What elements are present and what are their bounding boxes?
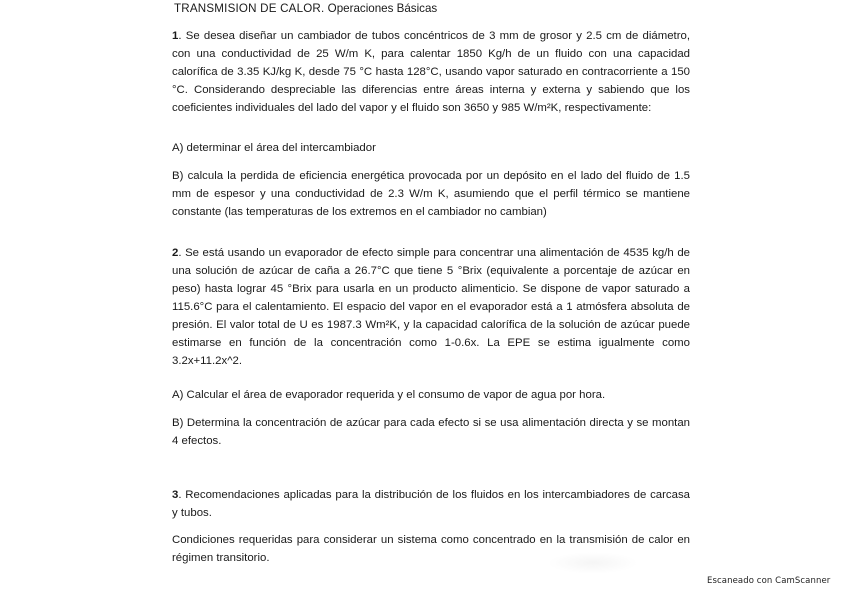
question-3-conditions-text: Condiciones requeridas para considerar un sistema como concentrado en la transmisión de calor en régimen transitorio. xyxy=(172,534,690,564)
question-2-part-b xyxy=(172,414,690,450)
document-header xyxy=(174,1,437,17)
question-1-statement xyxy=(172,27,690,117)
question-1-part-a-text: A) determinar el área del intercambiador xyxy=(172,142,376,154)
question-2 xyxy=(172,244,690,370)
question-1-part-a xyxy=(172,139,690,157)
question-2-part-b-text: B) Determina la concentración de azúcar para cada efecto si se usa alimentación directa y se montan 4 efectos. xyxy=(172,417,690,447)
question-3-statement xyxy=(172,486,690,522)
scan-smudge xyxy=(548,552,638,574)
question-2-part-a-text: A) Calcular el área de evaporador requerida y el consumo de vapor de agua por hora. xyxy=(172,389,606,401)
header-topic: Operaciones Básicas xyxy=(327,2,438,15)
question-2-number: 2 xyxy=(172,247,179,259)
question-2-part-a xyxy=(172,386,690,404)
question-1-number: 1 xyxy=(172,30,179,42)
question-2-statement xyxy=(172,244,690,370)
header-subject: TRANSMISION DE CALOR. xyxy=(174,2,325,15)
question-1-text: . Se desea diseñar un cambiador de tubos concéntricos de 3 mm de grosor y 2.5 cm de diámetro, con una conductividad de 25 W/m K, para calentar 1850 Kg/h de un fluido con una capacidad calorífica de 3.35 KJ/kg K, desde 75 °C hasta 128°C, usando vapor saturado en contracorriente a 150 °C. Considerando despreciable las diferencias entre áreas interna y externa y sabiendo que los coeficientes individuales del lado del vapor y el fluido son 3650 y 985 W/m²K, respectivamente: xyxy=(172,30,690,114)
question-1-part-b xyxy=(172,167,690,221)
question-3-text: . Recomendaciones aplicadas para la distribución de los fluidos en los intercambiadores de carcasa y tubos. xyxy=(172,489,690,519)
question-2-text: . Se está usando un evaporador de efecto simple para concentrar una alimentación de 4535 kg/h de una solución de azúcar de caña a 26.7°C que tiene 5 °Brix (equivalente a porcentaje de azúcar en peso) hasta lograr 45 °Brix para usarla en un producto alimenticio. Se dispone de vapor saturado a 115.6°C para el calentamiento. El espacio del vapor en el evaporador está a 1 atmósfera absoluta de presión. El valor total de U es 1987.3 Wm²K, y la capacidad calorífica de la solución de azúcar puede estimarse en función de la concentración como 1-0.6x. La EPE se estima igualmente como 3.2x+11.2x^2. xyxy=(172,247,690,367)
question-3-number: 3 xyxy=(172,489,179,501)
camscanner-watermark: Escaneado con CamScanner xyxy=(707,576,831,586)
question-1-part-b-text: B) calcula la perdida de eficiencia energética provocada por un depósito en el lado del fluido de 1.5 mm de espesor y una conductividad de 2.3 W/m K, asumiendo que el perfil térmico se mantiene constante (las temperaturas de los extremos en el cambiador no cambian) xyxy=(172,170,690,218)
question-1 xyxy=(172,27,690,117)
question-3 xyxy=(172,486,690,522)
